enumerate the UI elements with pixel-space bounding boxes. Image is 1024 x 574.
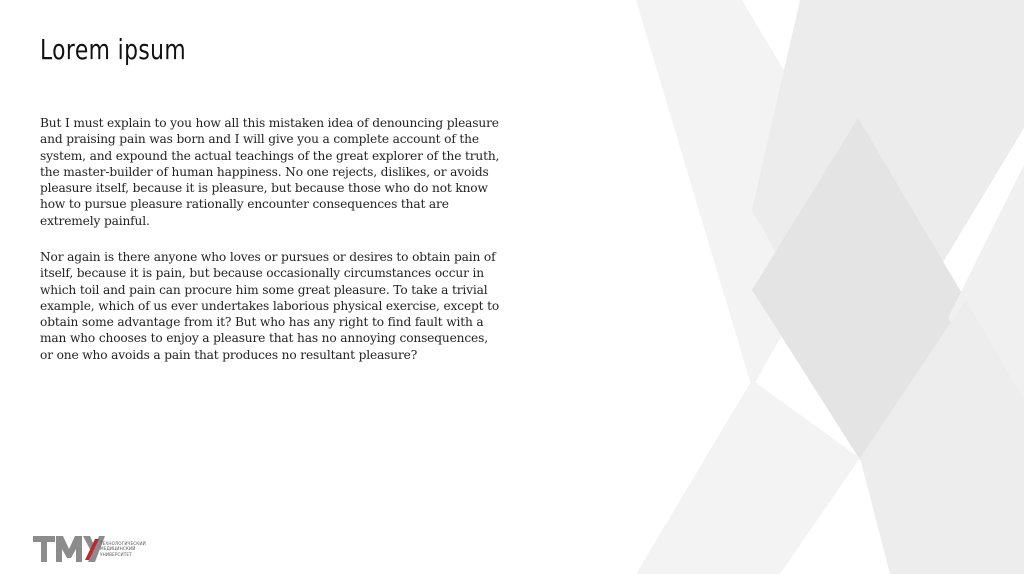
logo-caption-line: УНИВЕРСИТЕТ: [100, 551, 132, 557]
logo-letter-m: [56, 536, 82, 562]
paragraph-2: Nor again is there anyone who loves or pursues or desires to obtain pain of itself, because it is pain, but because occasionally circumstances occur in which toil and pain can procure him some great pleasure. To take a trivial example, which of us ever undertakes laborious physical exercise, except to obtain some advantage from it? But who has any right to find fault with a man who chooses to enjoy a pleasure that has no annoying consequences, or one who avoids a pain that produces no resultant pleasure?: [40, 250, 500, 362]
logo-caption-line: МЕДИЦИНСКИЙ: [100, 546, 136, 552]
paragraph-1: But I must explain to you how all this mistaken idea of denouncing pleasure and praising pain was born and I will give you a complete account of the system, and expound the actual teachings of the great explorer of the truth, the master-builder of human happiness. No one rejects, dislikes, or avoids pleasure itself, because it is pleasure, but because those who do not know how to pursue pleasure rationally encounter consequences that are extremely painful.: [40, 116, 500, 228]
bg-shape-lower-left: [636, 380, 860, 574]
logo-letter-t: [33, 536, 55, 562]
logo-caption: [100, 541, 150, 557]
logo-caption-line: ТЕХНОЛОГИЧЕСКИЙ: [100, 541, 146, 546]
slide-title: Lorem ipsum: [40, 33, 187, 66]
